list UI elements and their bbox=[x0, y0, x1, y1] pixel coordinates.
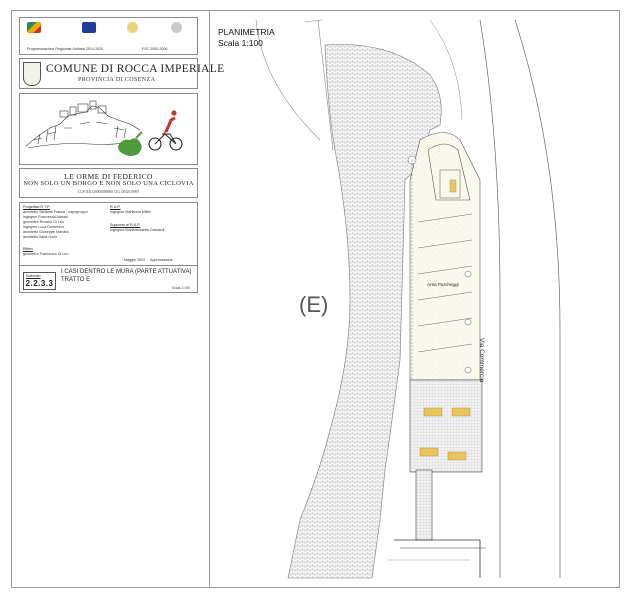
row-divider bbox=[20, 265, 197, 266]
drawing-description bbox=[61, 269, 191, 284]
fsc-caption: FSC 2000-2006 bbox=[142, 47, 168, 51]
plan-title bbox=[218, 27, 275, 49]
approval: Approvazione: bbox=[150, 258, 174, 262]
bench-2 bbox=[452, 408, 470, 416]
designer-5: architetto Ilaria Grolo bbox=[23, 235, 58, 239]
designer-4: architetto Giuseppe Marotta bbox=[23, 230, 69, 234]
street-label: Via Commercio bbox=[478, 338, 485, 383]
support-name: ingegner Mariantonietta Cascardi bbox=[110, 228, 165, 232]
comune-header bbox=[19, 58, 225, 89]
designer-0: architetto Stefania Frasca - capogruppo bbox=[23, 210, 88, 214]
castle-bicycle-icon bbox=[20, 94, 197, 164]
description-line-2: TRATTO E bbox=[61, 276, 91, 283]
survey-heading: Rilievi bbox=[23, 247, 33, 251]
rup-heading: R.U.P. bbox=[110, 205, 121, 209]
elaborato-label: Elaborato bbox=[26, 274, 41, 278]
date: Maggio 2022 bbox=[124, 258, 146, 262]
castle-illustration bbox=[19, 93, 198, 165]
designer-1: ingegner Francesca Adriani bbox=[23, 215, 68, 219]
elaborato-number: 2.2.3.3 bbox=[25, 279, 54, 288]
designers-heading: Progettisti R.T.P. bbox=[23, 205, 50, 209]
italian-republic-icon bbox=[171, 22, 182, 33]
regione-logo-icon bbox=[27, 22, 41, 33]
parking-label: Area Parcheggi bbox=[427, 282, 459, 287]
region-map-icon bbox=[118, 132, 142, 156]
eu-flag-icon bbox=[82, 22, 96, 33]
logo-strip bbox=[19, 17, 198, 55]
comune-crest-icon bbox=[23, 62, 41, 86]
programme-caption: Programmazione Regionale Unitaria 2014-2020 bbox=[27, 47, 104, 51]
project-header bbox=[19, 168, 198, 198]
project-title: LE ORME DI FEDERICO bbox=[64, 172, 153, 181]
plan-scale: Scala 1:100 bbox=[218, 38, 263, 48]
bench-1 bbox=[424, 408, 442, 416]
bench-3 bbox=[420, 448, 438, 456]
support-heading: Supporto al R.U.P. bbox=[110, 223, 141, 227]
title-block-scale: Scala 1:100 bbox=[172, 286, 190, 290]
site-plan-drawing bbox=[210, 10, 620, 588]
project-team bbox=[19, 202, 198, 293]
comune-subtitle: PROVINCIA DI COSENZA bbox=[78, 77, 156, 83]
cyclist-icon bbox=[149, 110, 182, 150]
lower-plaza bbox=[410, 380, 482, 472]
project-codes: CUP D41J20000000000 CIG Z832019997 bbox=[77, 190, 140, 194]
survey-name: geometra Francesco Di Leo bbox=[23, 252, 69, 256]
rup-name: ingegner Marianna Militlo bbox=[110, 210, 152, 214]
plan-title-text: PLANIMETRIA bbox=[218, 27, 275, 37]
project-subtitle: NON SOLO UN BORGO E NON SOLO UNA CICLOVIA bbox=[23, 180, 194, 187]
title-block bbox=[19, 17, 225, 293]
sector-label: (E) bbox=[299, 292, 329, 317]
coat-of-arms-icon bbox=[127, 22, 138, 33]
designer-2: geometra Rosario Di Leo bbox=[23, 220, 64, 224]
designer-3: ingegner Luca Domenico bbox=[23, 225, 64, 229]
parking-area bbox=[410, 133, 480, 381]
comune-title: COMUNE DI ROCCA IMPERIALE bbox=[46, 63, 225, 75]
description-line-1: I CASI DENTRO LE MURA (PARTE ATTUATIVA) bbox=[61, 269, 192, 275]
bench-4 bbox=[448, 452, 466, 460]
elaborato-box bbox=[23, 272, 56, 290]
